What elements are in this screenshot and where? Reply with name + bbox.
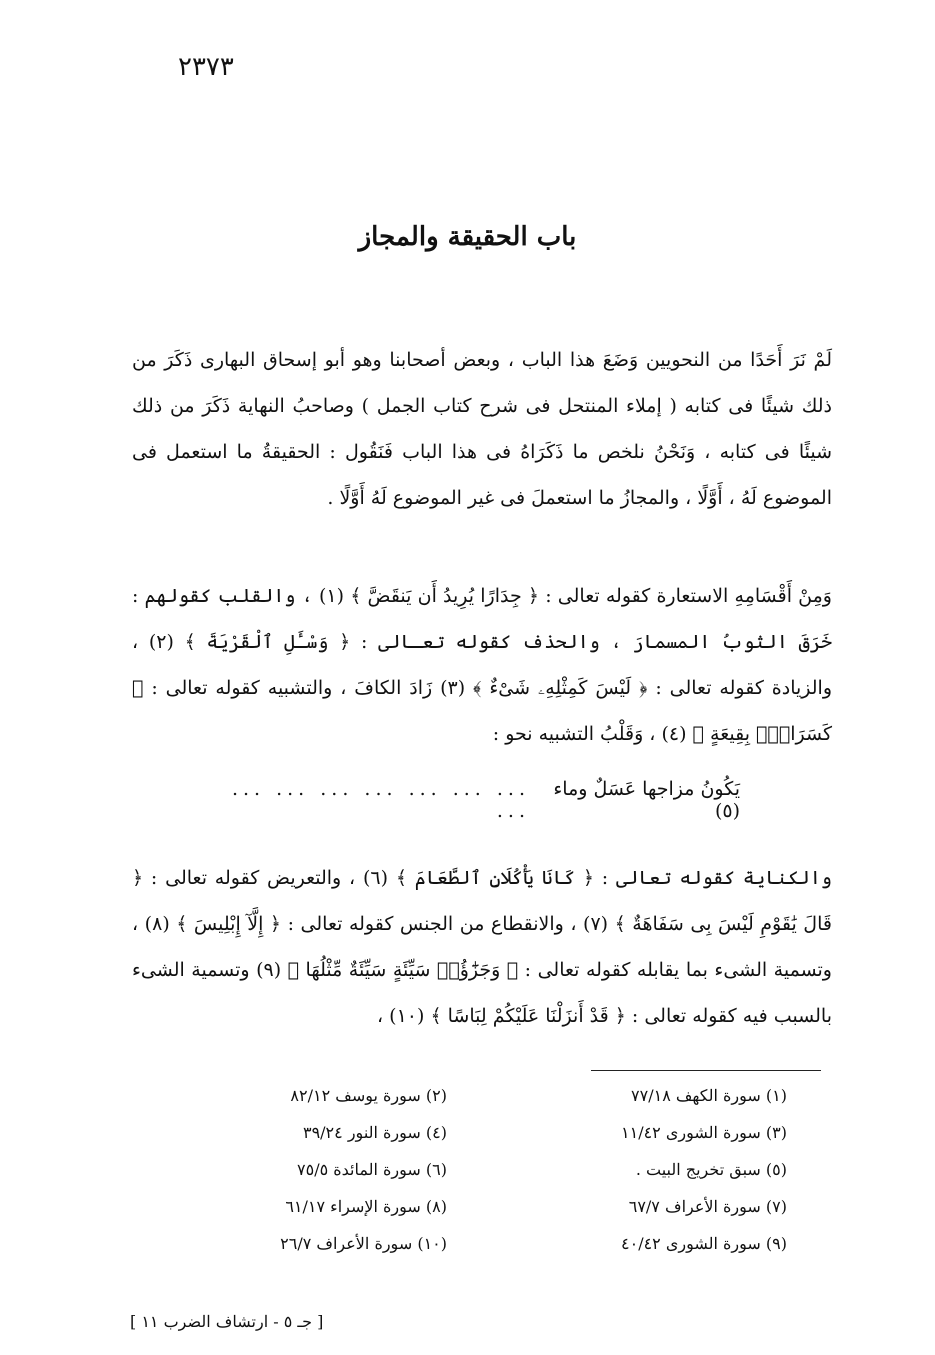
footnote: (١٠) سورة الأعراف ٢٦/٧ <box>280 1234 447 1253</box>
poetry-verse <box>200 778 740 822</box>
footnote: (٦) سورة المائدة ٧٥/٥ <box>297 1160 447 1179</box>
footnote: (٧) سورة الأعراف ٦٧/٧ <box>628 1197 787 1216</box>
verse-ellipsis: ... ... ... ... ... ... ... ... <box>231 778 531 822</box>
footnote: (٢) سورة يوسف ٨٢/١٢ <box>290 1086 447 1105</box>
footnotes <box>147 1082 787 1258</box>
footnote: (٥) سبق تخريج البيت . <box>635 1160 787 1179</box>
paragraph-intro: لَمْ نَرَ أَحَدًا من النحويين وَضَعَ هذا الباب ، وبعض أصحابنا وهو أبو إسحاق البهارى ذَكَرَ من ذلك شيئًا فى كتابه ( إملاء المنتحل فى شرح كتاب الجمل ) وصاحبُ النهاية ذَكَرَ من ذلك شيئًا فى كتابه ، وَنَحْنُ نلخص ما ذَكَرَاهُ فى هذا الباب فَنَقُول : الحقيقةُ ما استعمل فى الموضوع لَهُ ، أَوَّلًا ، والمجازُ ما استعملَ فى غير الموضوع لَهُ أَوَّلًا . <box>132 349 832 509</box>
verse-text: يَكُونُ مزاجها عَسَلٌ وماء (٥) <box>553 778 740 822</box>
paragraph-metonymy: والكناية كقوله تعالى : ﴿ كَانَا يَأْكُلَانِ ٱلطَّعَامَ ﴾ (٦) ، والتعريض كقوله تعالى : ﴿ قَالَ يَٰقَوْمِ لَيْسَ بِى سَفَاهَةٌ ﴾ (٧) ، والانقطاع من الجنس كقوله تعالى : ﴿ إِلَّآ إِبْلِيسَ ﴾ (٨) ، وتسمية الشىء بما يقابله كقوله تعالى : ﴿ وَجَزَٰٓؤُا۟ سَيِّئَةٍ سَيِّئَةٌ مِّثْلُهَا ﴾ (٩) وتسمية الشىء بالسبب فيه كقوله تعالى : ﴿ قَدْ أَنزَلْنَا عَلَيْكُمْ لِبَاسًا ﴾ (١٠) ، <box>132 867 832 1027</box>
footnote: (٨) سورة الإسراء ٦١/١٧ <box>285 1197 447 1216</box>
paragraph-figures-of-speech: وَمِنْ أَقْسَامِهِ الاستعارة كقوله تعالى : ﴿ جِدَارًا يُرِيدُ أَن يَنقَضَّ ﴾ (١) ، والقلب كقولهم : خَرَقَ الثوبُ المسمارَ ، والحذف كقوله تعـالى : ﴿ وَسْـَٔلِ ٱلْقَرْيَةَ ﴾ (٢) ، والزيادة كقوله تعالى : ﴿ لَيْسَ كَمِثْلِهِۦ شَىْءٌ ﴾ (٣) زَادَ الكافَ ، والتشبيه كقوله تعالى : ﴿ كَسَرَابٍۭ بِقِيعَةٍ ﴾ (٤) ، وَقَلْبُ التشبيه نحو : <box>132 585 833 745</box>
footnote: (١) سورة الكهف ٧٧/١٨ <box>631 1086 787 1105</box>
page-number: ٢٣٧٣ <box>178 52 234 82</box>
printer-signature: [ جـ ٥ - ارتشاف الضرب ١١ ] <box>130 1312 324 1331</box>
footnote: (٣) سورة الشورى ١١/٤٢ <box>621 1123 787 1142</box>
footnote-divider <box>591 1070 821 1071</box>
chapter-title: باب الحقيقة والمجاز <box>358 222 577 252</box>
footnote: (٩) سورة الشورى ٤٠/٤٢ <box>621 1234 787 1253</box>
footnote: (٤) سورة النور ٣٩/٢٤ <box>302 1123 447 1142</box>
